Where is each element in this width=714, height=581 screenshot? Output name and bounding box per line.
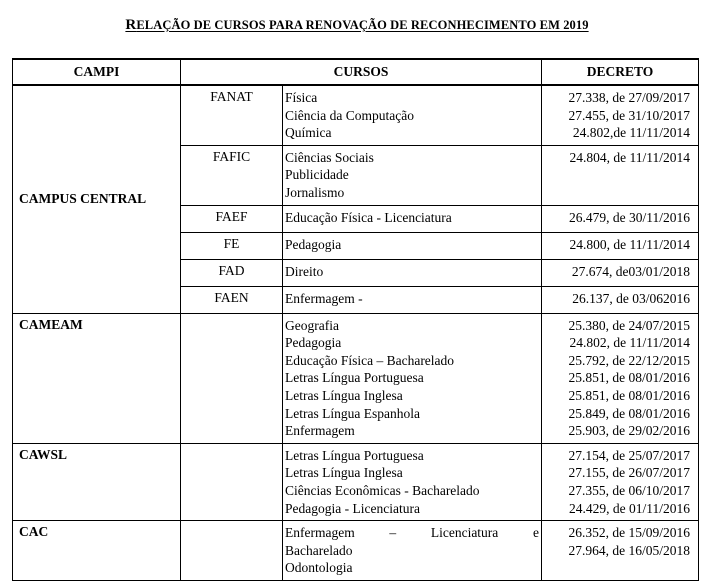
decree-item: 25.380, de 24/07/2015 [568,317,691,333]
table-row [13,443,699,520]
campus-cameam-name: CAMEAM [13,313,181,443]
decree-item: 25.851, de 08/01/2016 [568,370,691,386]
course-item: Publicidade [285,167,349,183]
table-row [13,85,699,145]
course-item: Letras Língua Portuguesa [285,370,424,386]
course-item: Bacharelado [285,542,353,558]
course-item: Letras Língua Portuguesa [285,447,424,463]
course-list-faef [283,205,542,232]
table-row [13,313,699,443]
course-item: Direito [285,263,324,279]
decree-list-fe [542,232,699,259]
course-word: Licenciatura [430,525,499,541]
decree-item: 27.674, de03/01/2018 [571,263,691,279]
course-item: Odontologia [285,560,353,576]
unit-faef: FAEF [181,205,283,232]
course-item: Letras Língua Espanhola [285,405,420,421]
unit-empty [181,443,283,520]
course-list-cac [283,521,542,581]
document-title-initial: R [125,17,137,33]
course-item: Física [285,90,318,105]
decree-list-cac [542,521,699,581]
decree-item: 25.851, de 08/01/2016 [568,387,691,403]
table-header-row [13,59,699,85]
decree-item: 27.338, de 27/09/2017 [568,90,691,105]
campus-central-name: CAMPUS CENTRAL [13,85,181,313]
course-item-justified [283,524,541,542]
decree-item: 26.479, de 30/11/2016 [569,209,691,225]
unit-fafic: FAFIC [181,145,283,205]
unit-fanat: FANAT [181,85,283,145]
decree-list-faef [542,205,699,232]
course-item: Jornalismo [285,184,345,200]
course-item: Pedagogia [285,236,342,252]
decree-item: 25.903, de 29/02/2016 [568,423,691,439]
decree-list-cameam [542,313,699,443]
course-item: Letras Língua Inglesa [285,387,403,403]
courses-table [12,58,699,581]
decree-item: 27.154, de 25/07/2017 [568,447,691,463]
course-item: Educação Física – Bacharelado [285,352,455,368]
decree-list-fafic [542,145,699,205]
unit-faen: FAEN [181,286,283,313]
course-item: Pedagogia [285,335,342,351]
course-item: Enfermagem [285,423,355,439]
course-item: Letras Língua Inglesa [285,465,403,481]
campus-cac-name: CAC [13,521,181,581]
course-item: Pedagogia - Licenciatura [285,500,420,516]
decree-item: 26.137, de 03/062016 [572,290,691,306]
course-list-cawsl [283,443,542,520]
course-item: Educação Física - Licenciatura [285,209,452,225]
course-word: Enfermagem [285,525,355,541]
table-row [13,521,699,581]
decree-item: 27.964, de 16/05/2018 [568,542,691,558]
decree-item: 27.355, de 06/10/2017 [568,482,691,498]
decree-item: 24.429, de 01/11/2016 [569,500,691,516]
course-list-cameam [283,313,542,443]
document-title-rest: ELAÇÃO DE CURSOS PARA RENOVAÇÃO DE RECONHECIMENTO EM 2019 [136,18,589,32]
unit-fad: FAD [181,259,283,286]
decree-item: 25.849, de 08/01/2016 [568,405,691,421]
course-item: Enfermagem - [285,290,363,306]
decree-item: 24.802,de 11/11/2014 [572,125,691,141]
decree-item: 24.804, de 11/11/2014 [569,149,691,165]
course-list-fafic [283,145,542,205]
course-word: – [389,525,397,541]
course-list-faen [283,286,542,313]
header-cursos: CURSOS [181,59,542,85]
header-decreto: DECRETO [542,59,699,85]
course-item: Geografia [285,317,339,333]
decree-item: 27.455, de 31/10/2017 [568,107,691,123]
course-item: Ciência da Computação [285,107,414,123]
decree-item: 24.800, de 11/11/2014 [569,236,691,252]
decree-list-fad [542,259,699,286]
decree-item: 26.352, de 15/09/2016 [568,525,691,541]
unit-empty [181,313,283,443]
decree-item: 24.802, de 11/11/2014 [569,335,691,351]
decree-item: 27.155, de 26/07/2017 [568,465,691,481]
decree-list-faen [542,286,699,313]
course-item: Ciências Econômicas - Bacharelado [285,482,480,498]
unit-empty [181,521,283,581]
unit-fe: FE [181,232,283,259]
header-campi: CAMPI [13,59,181,85]
course-item: Ciências Sociais [285,149,374,165]
campus-cawsl-name: CAWSL [13,443,181,520]
decree-list-fanat [542,85,699,145]
course-list-fanat [283,85,542,145]
document-title [0,17,714,34]
decree-item: 25.792, de 22/12/2015 [568,352,691,368]
course-item: Química [285,125,332,141]
decree-list-cawsl [542,443,699,520]
course-word: e [533,525,539,541]
course-list-fad [283,259,542,286]
course-list-fe [283,232,542,259]
